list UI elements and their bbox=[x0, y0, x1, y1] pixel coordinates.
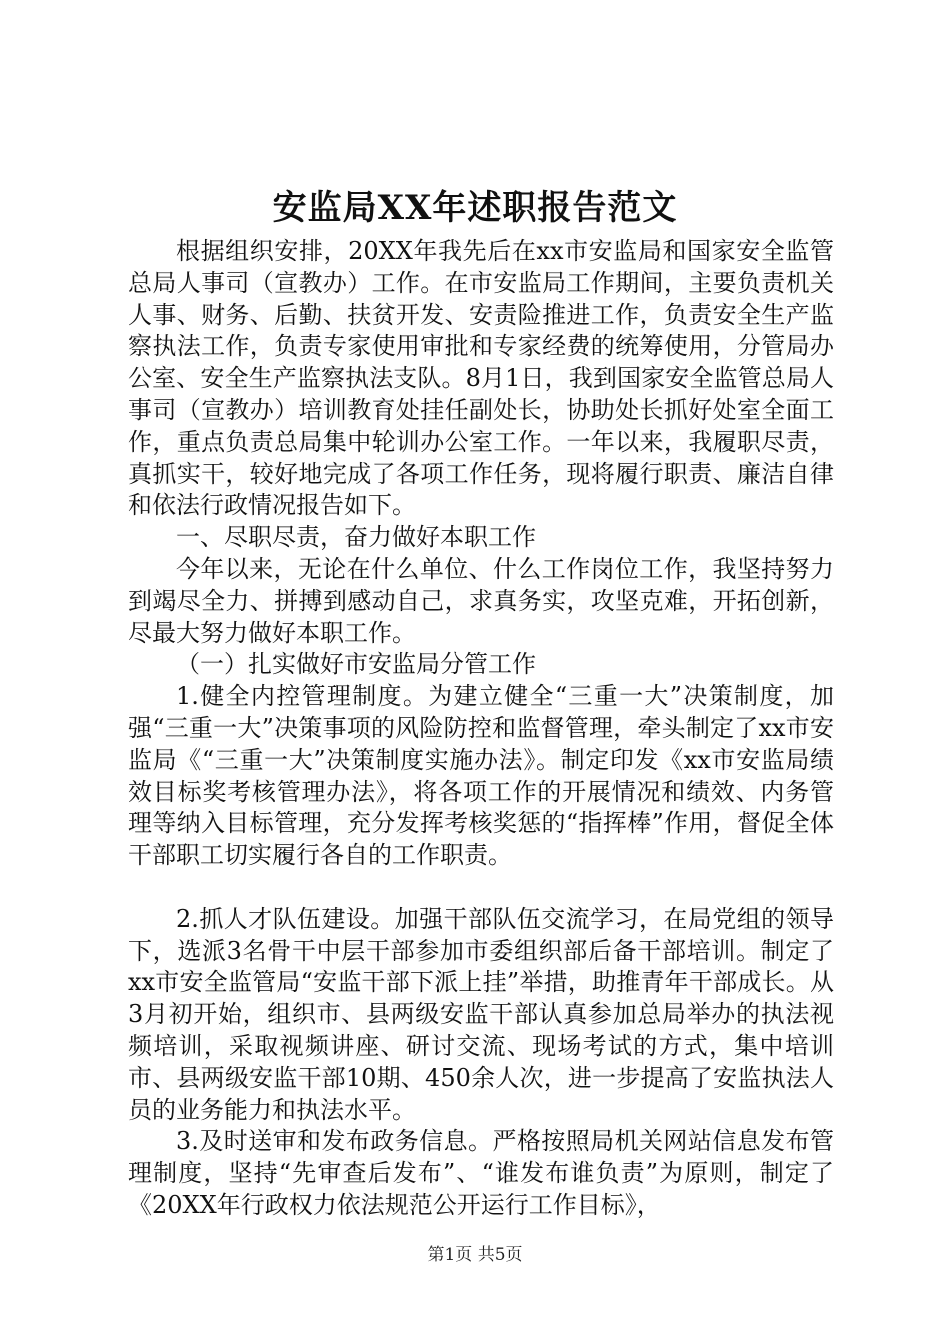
paragraph-section-1: 今年以来，无论在什么单位、什么工作岗位工作，我坚持努力到竭尽全力、拼搏到感动自己，求真务实，攻坚克难，开拓创新，尽最大努力做好本职工作。 bbox=[128, 554, 834, 647]
page-footer: 第1页 共5页 bbox=[427, 1245, 523, 1265]
paragraph-item-2: 2.抓人才队伍建设。加强干部队伍交流学习，在局党组的领导下，选派3名骨干中层干部参加市委组织部后备干部培训。制定了xx市安全监管局“安监干部下派上挂”举措，助推青年干部成长。从3月初开始，组织市、县两级安监干部认真参加总局举办的执法视频培训，采取视频讲座、研讨交流、现场考试的方式，集中培训市、县两级安监干部10期、450余人次，进一步提高了安监执法人员的业务能力和执法水平。 bbox=[128, 904, 834, 1124]
document-body bbox=[128, 236, 834, 1222]
subsection-heading-1: （一）扎实做好市安监局分管工作 bbox=[176, 650, 536, 679]
paragraph-item-3: 3.及时送审和发布政务信息。严格按照局机关网站信息发布管理制度，坚持“先审查后发布”、“谁发布谁负责”为原则，制定了《20XX年行政权力依法规范公开运行工作目标》， bbox=[128, 1127, 834, 1219]
section-heading-1: 一、尽职尽责，奋力做好本职工作 bbox=[176, 523, 536, 552]
paragraph-item-1: 1.健全内控管理制度。为建立健全“三重一大”决策制度，加强“三重一大”决策事项的风险防控和监督管理，牵头制定了xx市安监局《“三重一大”决策制度实施办法》。制定印发《xx市安监局绩效目标奖考核管理办法》，将各项工作的开展情况和绩效、内务管理等纳入目标管理，充分发挥考核奖惩的“指挥棒”作用，督促全体干部职工切实履行各自的工作职责。 bbox=[128, 682, 834, 870]
document-title: 安监局XX年述职报告范文 bbox=[272, 188, 678, 228]
paragraph-intro: 根据组织安排，20XX年我先后在xx市安监局和国家安全监管总局人事司（宣教办）工作。在市安监局工作期间，主要负责机关人事、财务、后勤、扶贫开发、安责险推进工作，负责安全生产监察执法工作，负责专家使用审批和专家经费的统筹使用，分管局办公室、安全生产监察执法支队。8月1日，我到国家安全监管总局人事司（宣教办）培训教育处挂任副处长，协助处长抓好处室全面工作，重点负责总局集中轮训办公室工作。一年以来，我履职尽责，真抓实干，较好地完成了各项工作任务，现将履行职责、廉洁自律和依法行政情况报告如下。 bbox=[128, 237, 834, 520]
